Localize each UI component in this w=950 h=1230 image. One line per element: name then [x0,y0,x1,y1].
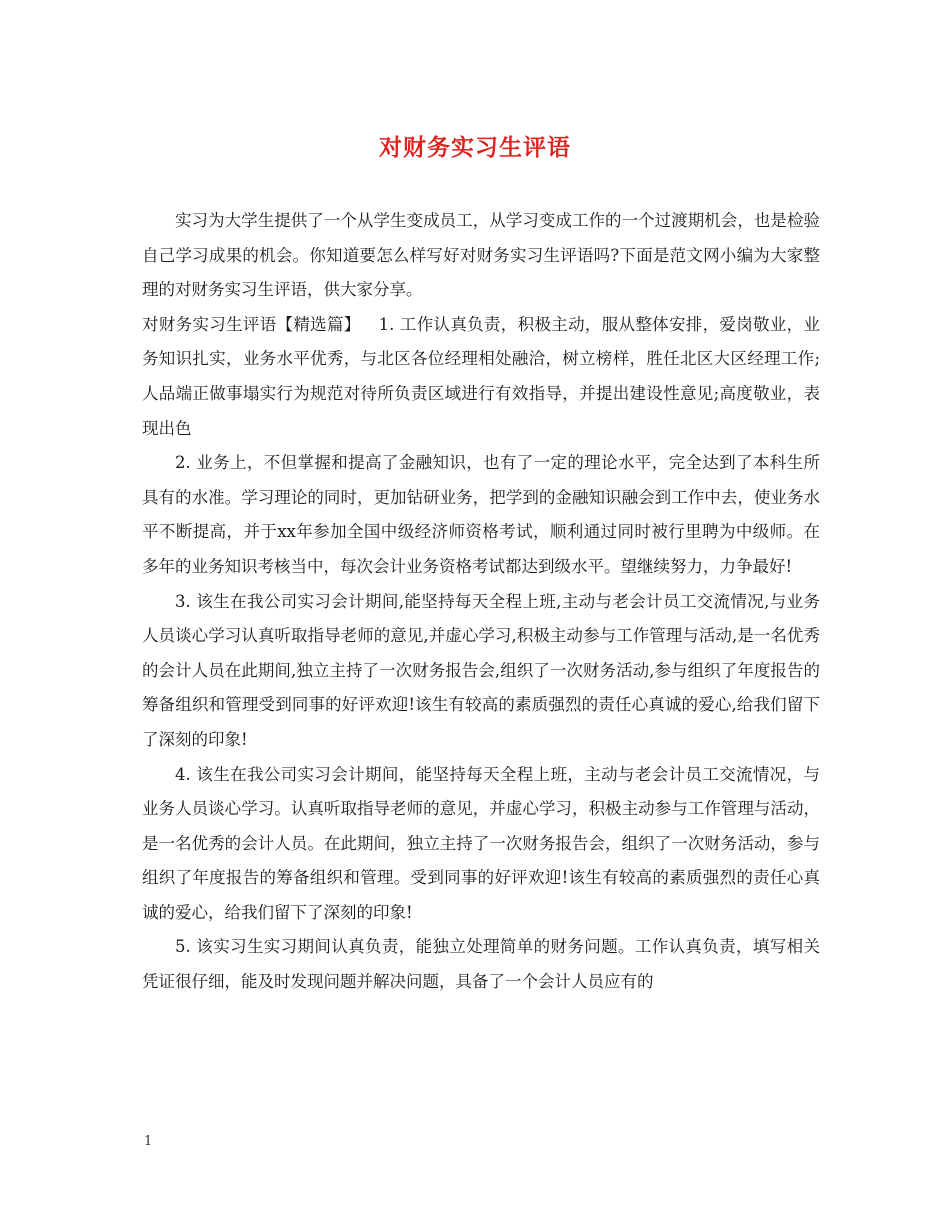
item-3-paragraph: 3. 该生在我公司实习会计期间,能坚持每天全程上班,主动与老会计员工交流情况,与业务人员谈心学习认真听取指导老师的意见,并虚心学习,积极主动参与工作管理与活动,是一名优秀的会计人员在此期间,独立主持了一次财务报告会,组织了一次财务活动,参与组织了年度报告的筹备组织和管理受到同事的好评欢迎!该生有较高的素质强烈的责任心真诚的爱心,给我们留下了深刻的印象! [142,591,820,749]
section-paragraph [142,308,820,446]
intro-paragraph: 实习为大学生提供了一个从学生变成员工，从学习变成工作的一个过渡期机会，也是检验自己学习成果的机会。你知道要怎么样写好对财务实习生评语吗?下面是范文网小编为大家整理的对财务实习生评语，供大家分享。 [142,211,820,300]
page-title: 对财务实习生评语 [379,134,571,161]
page-number: 1 [144,1134,153,1149]
item-2-paragraph: 2. 业务上，不但掌握和提高了金融知识，也有了一定的理论水平，完全达到了本科生所具有的水准。学习理论的同时，更加钻研业务，把学到的金融知识融会到工作中去，使业务水平不断提高，并于xx年参加全国中级经济师资格考试，顺利通过同时被行里聘为中级师。在多年的业务知识考核当中，每次会计业务资格考试都达到级水平。望继续努力，力争最好! [142,453,820,576]
document-body [142,204,820,1000]
item-4-paragraph: 4. 该生在我公司实习会计期间，能坚持每天全程上班，主动与老会计员工交流情况，与业务人员谈心学习。认真听取指导老师的意见，并虚心学习，积极主动参与工作管理与活动，是一名优秀的会计人员。在此期间，独立主持了一次财务报告会，组织了一次财务活动，参与组织了年度报告的筹备组织和管理。受到同事的好评欢迎!该生有较高的素质强烈的责任心真诚的爱心，给我们留下了深刻的印象! [142,764,820,922]
item-5-paragraph: 5. 该实习生实习期间认真负责，能独立处理简单的财务问题。工作认真负责，填写相关凭证很仔细，能及时发现问题并解决问题，具备了一个会计人员应有的 [142,937,820,992]
section-heading: 对财务实习生评语【精选篇】 [142,314,361,334]
item-1-text: 1. 工作认真负责，积极主动，服从整体安排，爱岗敬业，业务知识扎实，业务水平优秀，与北区各位经理相处融洽，树立榜样，胜任北区大区经理工作;人品端正做事塌实行为规范对待所负责区域进行有效指导，并提出建设性意见;高度敬业，表现出色 [142,314,820,438]
